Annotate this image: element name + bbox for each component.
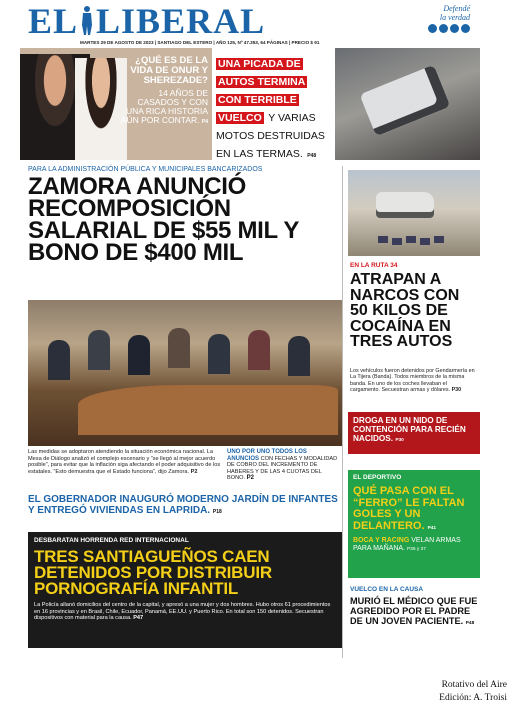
teaser-celebrity[interactable] — [20, 48, 212, 160]
credit-line-2: Edición: A. Troisi — [439, 693, 507, 703]
second-story-text: EL GOBERNADOR INAUGURÓ MODERNO JARDÍN DE INFANTES Y ENTREGÓ VIVIENDAS EN LAPRIDA. — [28, 494, 338, 516]
page-ref: P18 — [212, 509, 222, 515]
main-story-headline[interactable]: ZAMORA ANUNCIÓ RECOMPOSICIÓN SALARIAL DE $55 MIL Y BONO DE $400 MIL — [28, 173, 299, 266]
crime-story-body — [34, 602, 336, 622]
instagram-icon — [450, 24, 459, 33]
photo-person — [288, 336, 310, 376]
page-ref: P4 — [201, 119, 208, 125]
photo-package — [406, 236, 416, 243]
teaser-celebrity-body-text: 14 AÑOS DE CASADOS Y CON UNA RICA HISTORIA AÚN POR CONTAR. — [120, 88, 208, 125]
sports-sub-rest: VELAN ARMAS PARA MAÑANA. — [353, 537, 461, 552]
gaucho-figure-icon — [79, 5, 95, 35]
photo-person — [88, 330, 110, 370]
teaser-accident-body: Y VARIAS MOTOS DESTRUIDAS EN LAS TERMAS. — [216, 112, 325, 160]
drugs-kicker: EN LA RUTA 34 — [350, 262, 398, 269]
crime-story-headline: TRES SANTIAGUEÑOS CAEN DETENIDOS POR DISTRIBUIR PORNOGRAFÍA INFANTIL — [34, 547, 272, 598]
main-story-lede — [28, 449, 223, 475]
teaser-accident[interactable] — [212, 48, 335, 160]
logo-text-liberal: LIBERAL — [96, 1, 266, 41]
photo-package — [392, 238, 402, 245]
photo-person — [168, 328, 190, 368]
slogan-line-2: la verdad — [439, 13, 470, 22]
credit-line-1: Rotativo del Aire — [441, 680, 507, 690]
violence-kicker: VUELCO EN LA CAUSA — [350, 586, 424, 593]
photo-person — [128, 335, 150, 375]
teaser-celebrity-headline: ¿QUÉ ES DE LA VIDA DE ONUR Y SHEREZADE? — [130, 55, 208, 86]
slogan — [440, 4, 470, 22]
page-ref: P47 — [133, 615, 144, 622]
sidebox-head: UNO POR UNO TODOS LOS ANUNCIOS — [227, 449, 307, 462]
newspaper-logo — [28, 2, 265, 40]
newspaper-front-page — [20, 0, 480, 658]
page-ref: P30 — [451, 387, 462, 394]
main-story-photo — [28, 300, 342, 446]
main-story-kicker: PARA LA ADMINISTRACIÓN PÚBLICA Y MUNICIPALES BANCARIZADOS — [28, 166, 263, 173]
teaser-celebrity-text — [120, 56, 208, 127]
photo-person — [248, 330, 270, 370]
page-ref: P2 — [246, 475, 254, 482]
twitter-icon — [439, 24, 448, 33]
photo-person — [208, 334, 230, 374]
sidebox-body: CON FECHAS Y MODALIDAD DE COBRO DEL INCREMENTO DE HABERES Y DE LAS 4 CUOTAS DEL BONO. — [227, 455, 338, 482]
crime-story-kicker: DESBARATAN HORRENDA RED INTERNACIONAL — [34, 537, 189, 544]
page-ref: P2 — [190, 468, 198, 475]
drugs-headline[interactable]: ATRAPAN A NARCOS CON 50 KILOS DE COCAÍNA EN TRES AUTOS — [350, 271, 460, 350]
violence-headline-text: MURIÓ EL MÉDICO QUE FUE AGREDIDO POR EL PADRE DE UN JOVEN PACIENTE. — [350, 596, 478, 627]
drugs-photo — [348, 170, 480, 256]
drugs-body — [350, 368, 478, 394]
crime-story-box[interactable] — [28, 532, 342, 648]
sports-headline-text: QUÉ PASA CON EL “FERRO” LE FALTAN GOLES Y UN DELANTERO. — [353, 485, 465, 532]
photo-person — [48, 340, 70, 380]
facebook-icon — [428, 24, 437, 33]
credit — [439, 679, 507, 705]
photo-package — [378, 236, 388, 243]
sports-sub-strong: BOCA Y RACING — [353, 537, 410, 544]
photo-overturned-car — [335, 48, 480, 160]
sports-subhead — [353, 537, 475, 554]
nursery-story-box[interactable] — [348, 412, 480, 454]
page-ref: P41 — [427, 525, 437, 531]
main-story-sidebox[interactable] — [227, 449, 339, 482]
sports-headline — [353, 486, 475, 534]
slogan-line-1: Defendé — [443, 4, 470, 13]
teaser-celebrity-body — [120, 89, 208, 127]
social-icons — [428, 24, 470, 33]
photo-table — [78, 385, 338, 435]
photo-package — [434, 236, 444, 243]
photo-car — [376, 192, 434, 218]
page-ref: P48 — [307, 153, 317, 159]
overturned-car-shape — [359, 65, 450, 137]
drugs-body-text: Los vehículos fueron detenidos por Gendarmería en La Tijera (Banda). Todos miembros de la misma banda. En uno de los coches llevaban el cargamento. Secuestran armas y dólares. — [350, 368, 475, 394]
nursery-headline: DROGA EN UN NIDO DE CONTENCIÓN PARA RECIÉN NACIDOS. — [353, 416, 466, 443]
youtube-icon — [461, 24, 470, 33]
logo-text-el: EL — [28, 1, 79, 41]
crime-story-body-text: La Policía allanó domicilios del centro de la capital, y apresó a una mujer y dos hombres. Hubo otros 61 procedimientos en 16 provincias y en Brasil, Chile, Ecuador, Panamá, EE.UU. y Puerto Rico. En total son 150 detenidos. Secuestran dispositivos con material para la causa. — [34, 602, 331, 622]
masthead — [28, 1, 480, 41]
page-ref: P36 y 37 — [406, 547, 426, 552]
main-story-lede-text: Las medidas se adoptaron atendiendo la situación económica nacional. La Mesa de Diálogo analizó el complejo escenario y “se llegó al mejor acuerdo posible”, para evitar que la inflación siga afectando el poder adquisitivo de los estatales. “Esto demuestra que el Estado funciona”, dijo Zamora. — [28, 449, 221, 475]
teaser-accident-headline: UNA PICADA DE AUTOS TERMINA CON TERRIBLE VUELCO — [218, 58, 306, 124]
column-divider — [342, 166, 343, 658]
violence-headline[interactable] — [350, 596, 480, 630]
page-ref: P48 — [465, 621, 475, 627]
sports-kicker: EL DEPORTIVO — [353, 474, 402, 481]
page-ref: P30 — [395, 438, 404, 443]
dateline: MARTES 29 DE AGOSTO DE 2023 | SANTIAGO DEL ESTERO | AÑO 125, Nº 47.353, 64 PÁGINAS | PRECIO $ 91 — [80, 40, 320, 45]
second-story-headline[interactable] — [28, 494, 342, 518]
photo-package — [420, 238, 430, 245]
sports-box[interactable] — [348, 470, 480, 578]
